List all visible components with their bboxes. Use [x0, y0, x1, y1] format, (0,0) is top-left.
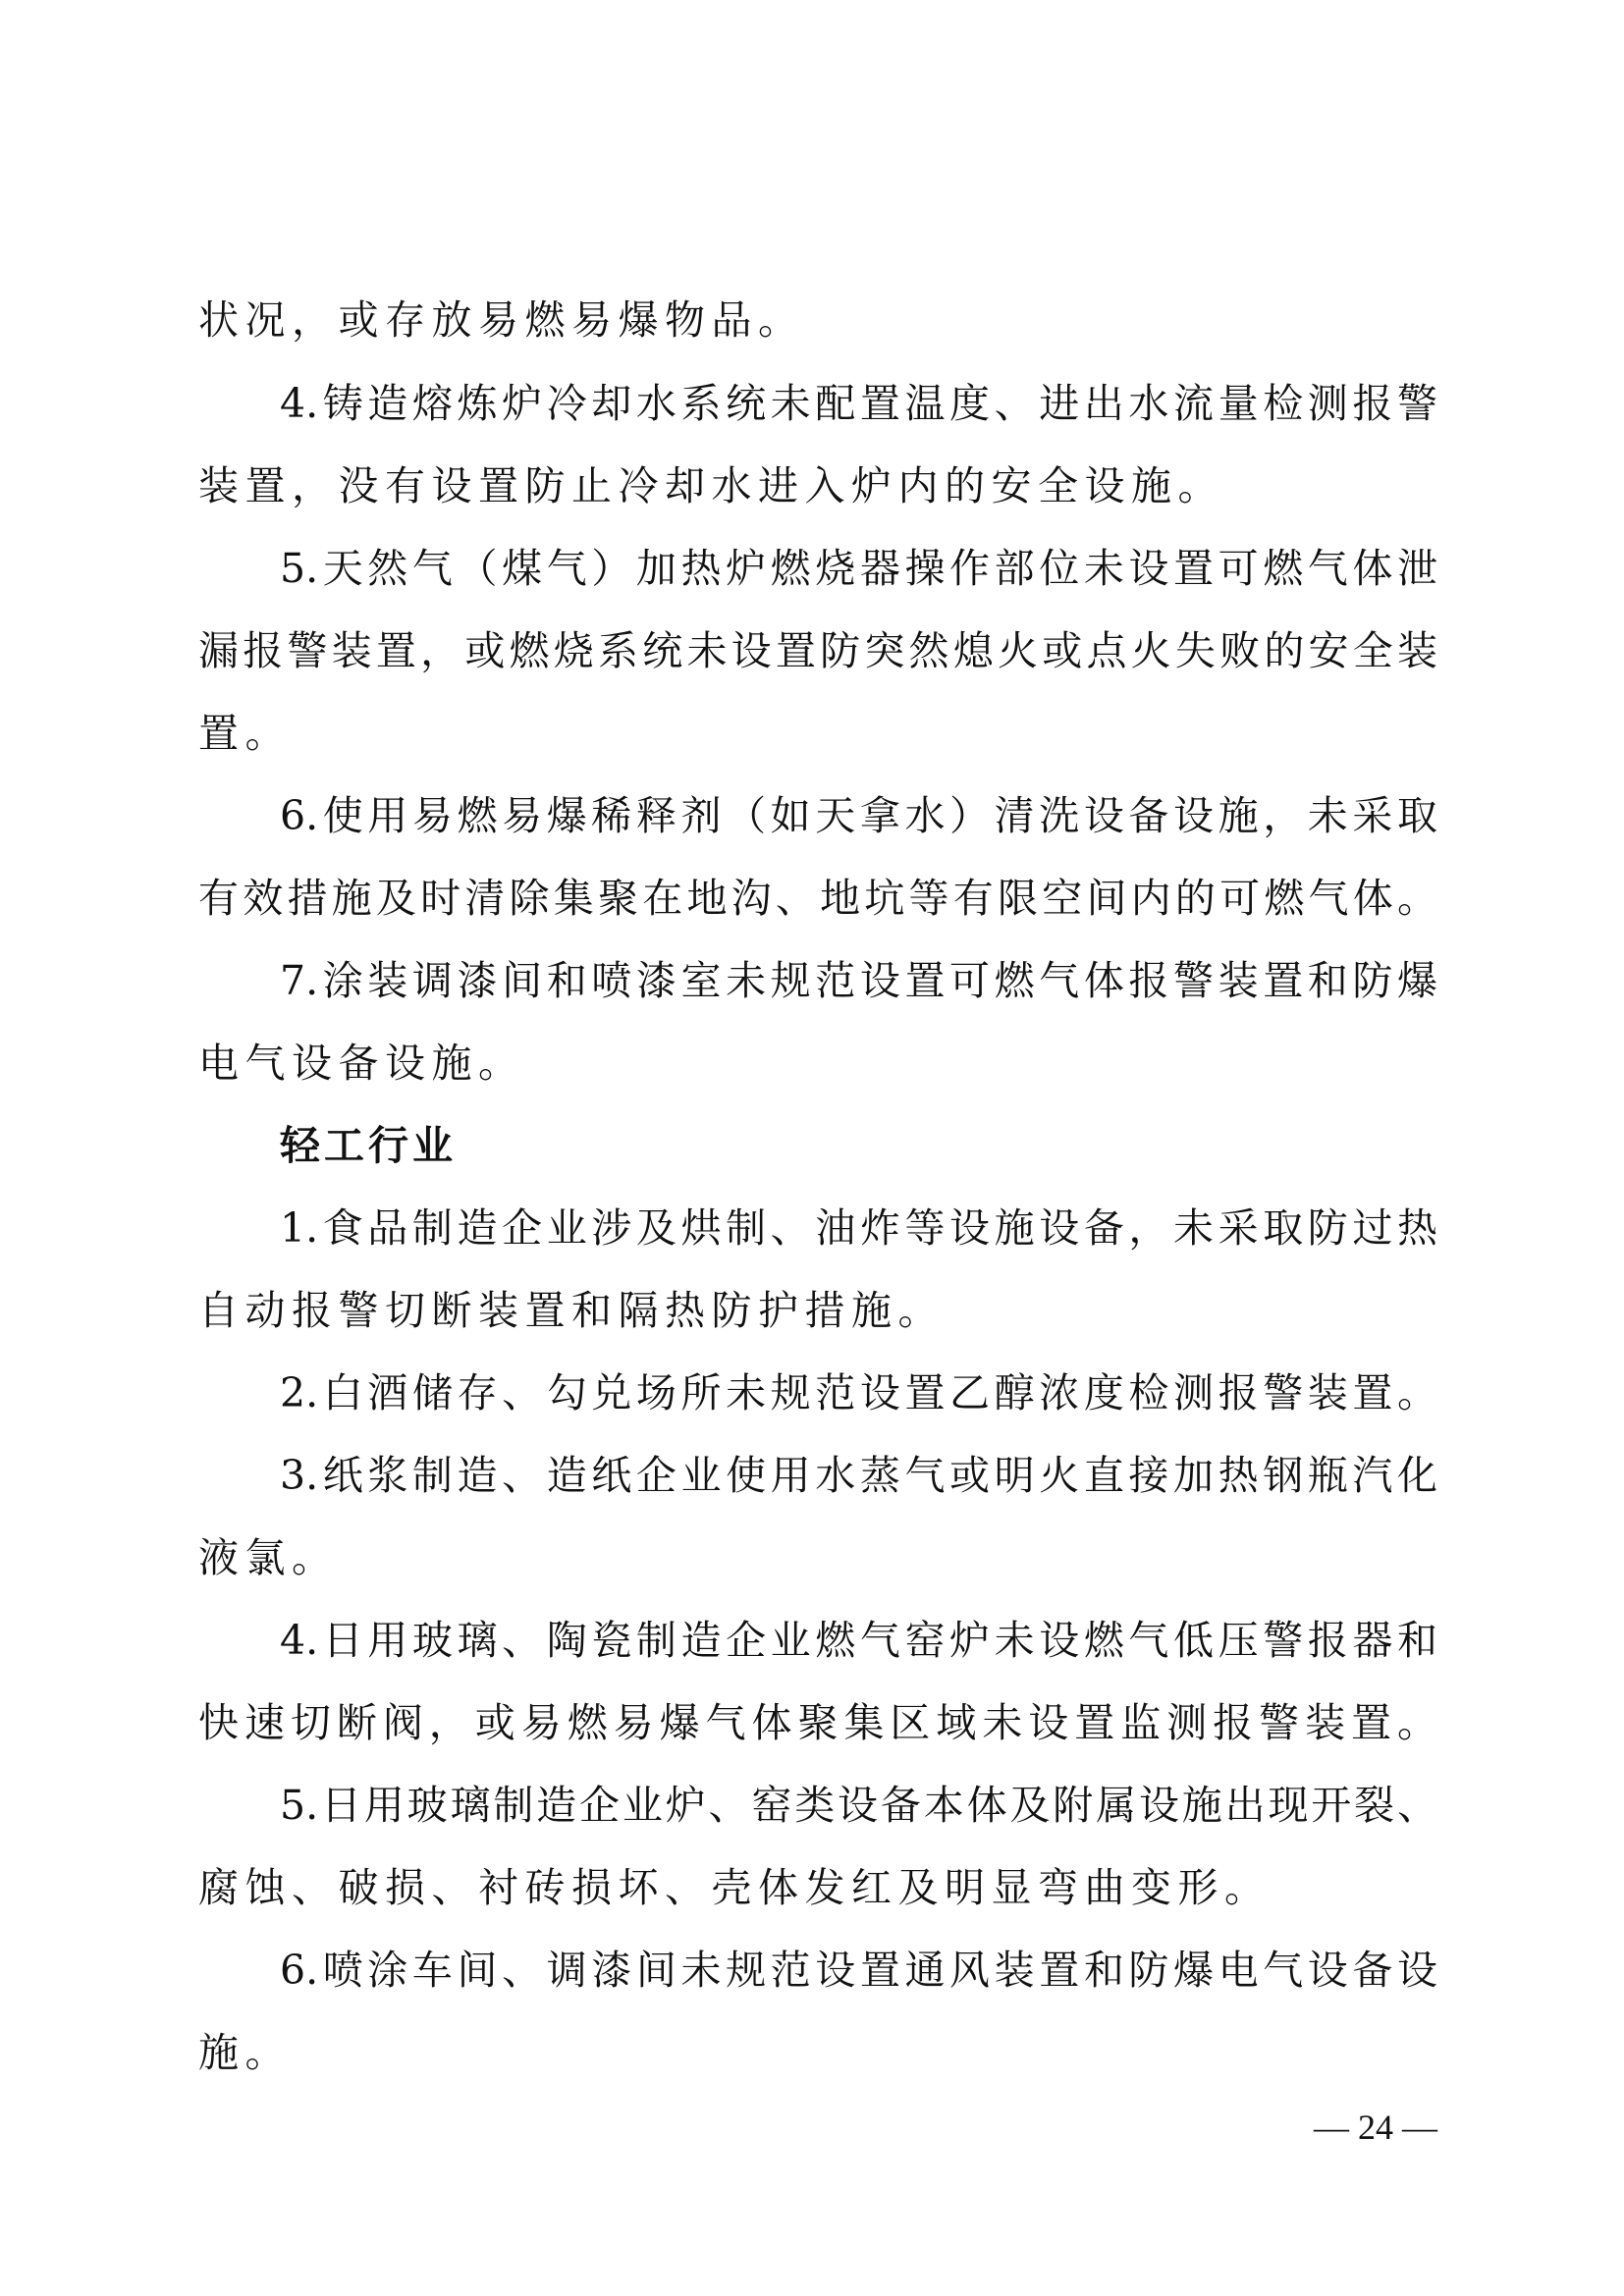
- light-industry-item-6-line-1: 6.喷涂车间、调漆间未规范设置通风装置和防爆电气设备设: [280, 1947, 1437, 1994]
- metallurgy-item-4-line-1: 4.铸造熔炼炉冷却水系统未配置温度、进出水流量检测报警: [280, 380, 1437, 427]
- light-industry-item-5-line-2: 腐蚀、破损、衬砖损坏、壳体发红及明显弯曲变形。: [198, 1864, 1272, 1911]
- metallurgy-item-6-line-2: 有效措施及时清除集聚在地沟、地坑等有限空间内的可燃气体。: [198, 875, 1437, 922]
- light-industry-item-4-line-1: 4.日用玻璃、陶瓷制造企业燃气窑炉未设燃气低压警报器和: [280, 1617, 1437, 1664]
- light-industry-item-5-line-1: 5.日用玻璃制造企业炉、窑类设备本体及附属设施出现开裂、: [280, 1782, 1437, 1829]
- metallurgy-item-7-line-1: 7.涂装调漆间和喷漆室未规范设置可燃气体报警装置和防爆: [280, 957, 1437, 1004]
- light-industry-item-3-line-1: 3.纸浆制造、造纸企业使用水蒸气或明火直接加热钢瓶汽化: [280, 1452, 1437, 1499]
- light-industry-item-2-line-1: 2.白酒储存、勾兑场所未规范设置乙醇浓度检测报警装置。: [280, 1369, 1437, 1416]
- light-industry-item-3-line-2: 液氯。: [198, 1534, 339, 1581]
- metallurgy-item-5-line-3: 置。: [198, 710, 292, 757]
- light-industry-item-1-line-2: 自动报警切断装置和隔热防护措施。: [198, 1287, 945, 1334]
- light-industry-item-6-line-2: 施。: [198, 2029, 292, 2076]
- section-heading-light-industry: 轻工行业: [280, 1122, 457, 1169]
- metallurgy-item-4-line-2: 装置，没有设置防止冷却水进入炉内的安全设施。: [198, 462, 1224, 509]
- page-number: — 24 —: [1314, 2108, 1437, 2147]
- light-industry-item-4-line-2: 快速切断阀，或易燃易爆气体聚集区域未设置监测报警装置。: [198, 1699, 1437, 1746]
- light-industry-item-1-line-1: 1.食品制造企业涉及烘制、油炸等设施设备，未采取防过热: [280, 1204, 1437, 1252]
- paragraph-continuation-line: 状况，或存放易燃易爆物品。: [198, 296, 805, 344]
- metallurgy-item-6-line-1: 6.使用易燃易爆稀释剂（如天拿水）清洗设备设施，未采取: [280, 792, 1437, 839]
- metallurgy-item-5-line-1: 5.天然气（煤气）加热炉燃烧器操作部位未设置可燃气体泄: [280, 545, 1437, 592]
- metallurgy-item-7-line-2: 电气设备设施。: [198, 1040, 525, 1087]
- metallurgy-item-5-line-2: 漏报警装置，或燃烧系统未设置防突然熄火或点火失败的安全装: [198, 627, 1437, 674]
